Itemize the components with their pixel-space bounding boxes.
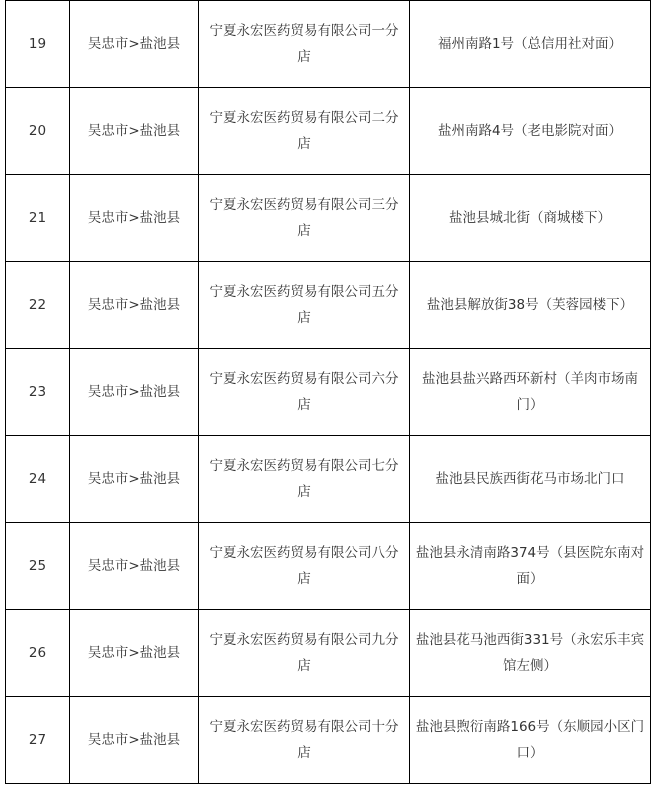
row-region: 吴忠市>盐池县 [70, 697, 199, 784]
row-address: 盐州南路4号（老电影院对面） [437, 123, 623, 139]
row-number: 24 [6, 436, 70, 523]
row-store-name-cell [199, 349, 410, 436]
row-store-name: 宁夏永宏医药贸易有限公司一分店 [209, 23, 399, 65]
row-store-name-cell [199, 523, 410, 610]
row-number: 26 [6, 610, 70, 697]
row-address: 盐池县永清南路374号（县医院东南对面） [415, 545, 645, 587]
row-region: 吴忠市>盐池县 [70, 1, 199, 88]
row-store-name: 宁夏永宏医药贸易有限公司九分店 [209, 632, 399, 674]
row-store-name: 宁夏永宏医药贸易有限公司八分店 [209, 545, 399, 587]
row-store-name: 宁夏永宏医药贸易有限公司六分店 [209, 371, 399, 413]
table-row [6, 697, 651, 784]
row-store-name-cell [199, 175, 410, 262]
row-store-name: 宁夏永宏医药贸易有限公司三分店 [209, 197, 399, 239]
row-number: 22 [6, 262, 70, 349]
row-number: 27 [6, 697, 70, 784]
row-address-cell [410, 175, 651, 262]
store-table [5, 0, 651, 784]
row-number: 20 [6, 88, 70, 175]
row-address-cell [410, 262, 651, 349]
table-row [6, 610, 651, 697]
table-row [6, 436, 651, 523]
row-address: 盐池县花马池西街331号（永宏乐丰宾馆左侧） [415, 632, 645, 674]
row-number: 21 [6, 175, 70, 262]
row-store-name: 宁夏永宏医药贸易有限公司五分店 [209, 284, 399, 326]
row-address: 福州南路1号（总信用社对面） [437, 36, 623, 52]
row-address: 盐池县解放街38号（芙蓉园楼下） [426, 297, 634, 313]
table-row [6, 523, 651, 610]
row-region: 吴忠市>盐池县 [70, 88, 199, 175]
row-address: 盐池县民族西街花马市场北门口 [435, 471, 625, 487]
row-address-cell [410, 523, 651, 610]
table-row [6, 88, 651, 175]
row-address-cell [410, 1, 651, 88]
row-number: 19 [6, 1, 70, 88]
row-store-name-cell [199, 88, 410, 175]
row-region: 吴忠市>盐池县 [70, 523, 199, 610]
row-store-name: 宁夏永宏医药贸易有限公司十分店 [209, 719, 399, 761]
row-store-name-cell [199, 436, 410, 523]
table-row [6, 1, 651, 88]
row-region: 吴忠市>盐池县 [70, 436, 199, 523]
row-address: 盐池县煦衍南路166号（东顺园小区门口） [415, 719, 645, 761]
row-store-name-cell [199, 697, 410, 784]
row-store-name: 宁夏永宏医药贸易有限公司七分店 [209, 458, 399, 500]
table-row [6, 175, 651, 262]
row-address: 盐池县盐兴路西环新村（羊肉市场南门） [422, 371, 638, 413]
row-address-cell [410, 88, 651, 175]
row-region: 吴忠市>盐池县 [70, 262, 199, 349]
table-row [6, 349, 651, 436]
row-store-name: 宁夏永宏医药贸易有限公司二分店 [209, 110, 399, 152]
row-address-cell [410, 697, 651, 784]
row-region: 吴忠市>盐池县 [70, 349, 199, 436]
row-address-cell [410, 436, 651, 523]
row-address: 盐池县城北街（商城楼下） [449, 210, 611, 226]
store-table-body [6, 1, 651, 784]
row-region: 吴忠市>盐池县 [70, 175, 199, 262]
row-store-name-cell [199, 262, 410, 349]
row-address-cell [410, 610, 651, 697]
row-number: 25 [6, 523, 70, 610]
row-number: 23 [6, 349, 70, 436]
row-address-cell [410, 349, 651, 436]
table-row [6, 262, 651, 349]
row-store-name-cell [199, 1, 410, 88]
row-store-name-cell [199, 610, 410, 697]
row-region: 吴忠市>盐池县 [70, 610, 199, 697]
